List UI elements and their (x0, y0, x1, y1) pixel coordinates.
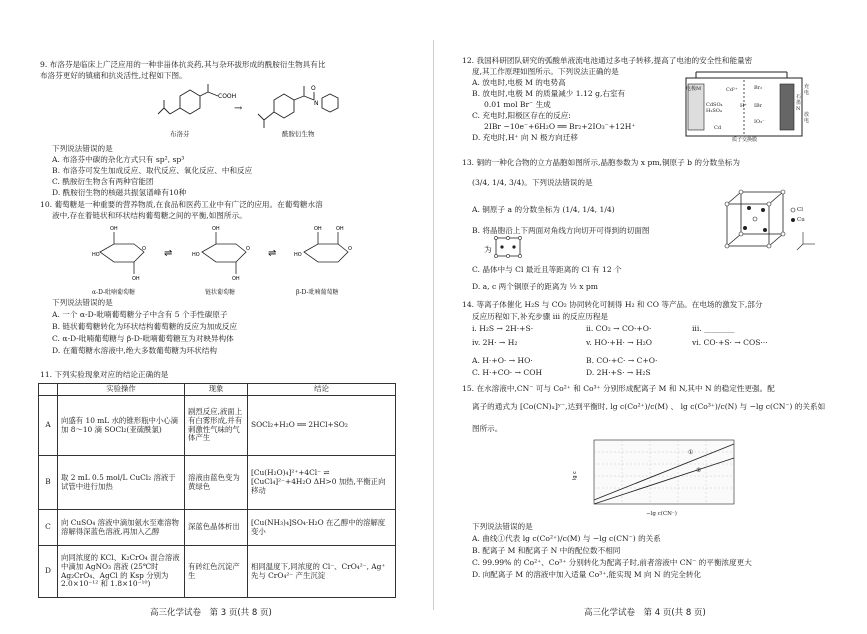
svg-text:OH: OH (132, 276, 140, 282)
q15-x-axis-label: −lg c(CN⁻) (646, 511, 677, 517)
row-conclusion: SOCl₂+H₂O ══ 2HCl+SO₂ (248, 396, 396, 456)
q10-text-2: 液中,存在着链状和环状结构葡萄糖之间的平衡,如图所示。 (52, 211, 247, 220)
svg-text:lg c: lg c (572, 471, 578, 480)
q14-step-6: vi. CO·+S· → COS··· (692, 338, 768, 347)
row-operation: 向同浓度的 KCl、K₂CrO₄ 混合溶液中滴加 AgNO₃ 溶液 (25℃时 Ag₂CrO₄、AgCl 的 Ksp 分别为 2.0×10⁻¹² 和 1.8×10⁻¹⁰) (58, 546, 185, 598)
q13-option-d: D. a, c 两个铜原子的距离为 ½ x pm (472, 282, 598, 291)
row-operation: 取 2 mL 0.5 mol/L CuCl₂ 溶液于试管中进行加热 (58, 456, 185, 510)
q14-step-1: i. H₂S → 2H·+S· (472, 324, 534, 333)
q15-option-b: B. 配离子 M 和配离子 N 中的配位数不相同 (472, 546, 621, 555)
row-operation: 向盛有 10 mL 水的锥形瓶中小心滴加 8～10 滴 SOCl₂(亚硫酰氯) (58, 396, 185, 456)
amide-caption: 酰胺衍生物 (282, 130, 315, 138)
svg-text:⇌: ⇌ (164, 248, 173, 259)
table-row (39, 546, 396, 598)
glucose-alpha-caption: α-D-吡喃葡萄糖 (92, 289, 136, 296)
svg-text:O: O (142, 246, 146, 252)
cut-section-figure (494, 236, 522, 258)
q14-option-d: D. 2H·+S· → H₂S (586, 368, 651, 377)
q15-option-d: D. 向配离子 M 的溶液中加入适量 Co³⁺,能实现 M 向 N 的完全转化 (472, 570, 702, 579)
q12-option-d: D. 充电时,H⁺ 向 N 极方向迁移 (472, 133, 578, 142)
q11-header-conclusion: 结论 (248, 384, 396, 396)
q11-header-operation: 实验操作 (58, 384, 185, 396)
q12-option-b: B. 放电时,电极 M 的质量减少 1.12 g,右室有 (472, 89, 626, 98)
right-page (434, 0, 867, 634)
row-phenomenon: 剧烈反应,液面上有白雾形成,并有刺激性气味的气体产生 (185, 396, 248, 456)
right-page-footer: 高三化学试卷 第 4 页(共 8 页) (584, 608, 706, 618)
cd2-label: Cd²⁺ (726, 87, 738, 93)
cdso4-label: CdSO₄ H₂SO₄ (706, 102, 723, 114)
q13-text-2: (3/4, 1/4, 3/4)。下列说法错误的是 (472, 178, 593, 187)
q9-text-1: 9. 布洛芬是临床上广泛应用的一种非甾体抗炎药,其与杂环拔形成的酰胺衍生物具有比 (40, 60, 326, 69)
electrode-m-label: 电极M (686, 86, 702, 92)
q10-option-d: D. 在葡萄糖水溶液中,绝大多数葡萄糖为环状结构 (52, 346, 217, 355)
q11-header-key (39, 384, 58, 396)
table-row (39, 510, 396, 546)
q10-option-b: B. 链状葡萄糖转化为环状结构葡萄糖的反应为加成反应 (52, 322, 238, 331)
q14-option-c: C. H·+CO· → COH (472, 368, 543, 377)
q15-graph (570, 436, 740, 516)
membrane-label: 质子交换膜 (732, 137, 758, 143)
row-conclusion: 相同温度下,同浓度的 Cl⁻、CrO₄²⁻, Ag⁺ 先与 CrO₄²⁻ 产生沉淀 (248, 546, 396, 598)
row-phenomenon: 溶液由蓝色变为黄绿色 (185, 456, 248, 510)
q11-text: 11. 下列实验现象对应的结论正确的是 (40, 370, 169, 379)
legend-cu: Cu (797, 217, 805, 223)
q9-option-d: D. 酰胺衍生物的核磁共振氢谱峰有10种 (52, 188, 187, 197)
q14-option-a: A. H·+O· → HO· (472, 356, 533, 365)
q12-option-b-cont: 0.01 mol Br⁻ 生成 (484, 100, 551, 109)
q14-step-4: iv. 2H· → H₂ (472, 338, 518, 347)
q14-text-2: 反应历程如下,补充步骤 iii 的反应历程是 (472, 312, 609, 321)
q10-option-c: C. α-D-吡喃葡萄糖与 β-D-吡喃葡萄糖互为对映异构体 (52, 334, 234, 343)
q13-option-b: B. 将晶胞沿上下两面对角线方向切开可得到的切面图 (472, 226, 650, 235)
table-row (39, 456, 396, 510)
row-key: C (39, 510, 58, 546)
q14-text-1: 14. 等离子体催化 H₂S 与 CO₂ 协同转化可制得 H₂ 和 CO 等产品。在电场的激发下,部分 (462, 300, 763, 309)
graphite-n-label: 石墨N (796, 94, 802, 112)
battery-cell-graphic (684, 72, 814, 142)
h-ion-label: H⁺ (740, 103, 747, 109)
q14-step-2: ii. CO₂ → CO·+O· (586, 324, 652, 333)
q15-stem: 下列说法错误的是 (472, 522, 533, 531)
q13-option-a: A. 铜原子 a 的分数坐标为 (1/4, 1/4, 1/4) (472, 205, 615, 214)
legend-cl: Cl (797, 207, 803, 213)
q12-option-c-cont: 2IBr −10e⁻+6H₂O ══ Br₂+2IO₃⁻+12H⁺ (484, 122, 636, 131)
amide-derivative-structure (250, 78, 360, 138)
q12-text-1: 12. 我国科研团队研究的弧酸单液流电池通过多电子转移,提高了电池的安全性和能量密 (462, 56, 753, 65)
q15-text-3: 图所示。 (472, 424, 503, 433)
io3-label: IO₃⁻ (754, 119, 765, 125)
svg-text:O: O (246, 246, 250, 252)
table-row (39, 396, 396, 456)
q14-step-3: iii. ________ (692, 324, 735, 333)
glucose-chain-caption: 链状葡萄糖 (205, 289, 236, 296)
ibuprofen-structure (150, 82, 237, 130)
q10-stem: 下列说法错误的是 (52, 298, 113, 307)
curve-2-label: ② (696, 467, 702, 474)
q13-option-b-cont: 为 (484, 245, 492, 254)
q14-option-b: B. CO·+C· → C+O· (586, 356, 658, 365)
q15-option-a: A. 曲线①代表 lg c(Co²⁺)/c(M) 与 −lg c(CN⁻) 的关系 (472, 534, 661, 543)
row-key: B (39, 456, 58, 510)
svg-text:OH: OH (232, 276, 240, 282)
row-phenomenon: 深蓝色晶体析出 (185, 510, 248, 546)
ibr-label: IBr (754, 103, 763, 109)
ibuprofen-caption: 布洛芬 (170, 130, 190, 138)
glucose-equilibrium-structures (92, 222, 392, 288)
q15-option-c: C. 99.99% 的 Co²⁺、Co³⁺ 分别转化为配离子时,前者溶液中 CN⁻ 的平衡浓度更大 (472, 558, 752, 567)
svg-text:OH: OH (110, 226, 118, 232)
svg-text:HO: HO (92, 252, 100, 258)
q13-option-c: C. 晶体中与 Cl 最近且等距离的 Cl 有 12 个 (472, 265, 622, 274)
q14-step-5: v. HO·+H· → H₂O (586, 338, 652, 347)
q15-text-2: 离子的通式为 [Co(CN)ₓ]ʸ⁻,达到平衡时, lg c(Co²⁺)/c(M) 、 lg c(Co³⁺)/c(N) 与 −lg c(CN⁻) 的关系如 (472, 402, 826, 411)
charge-label: 充电 (804, 84, 810, 96)
left-page-footer: 高三化学试卷 第 3 页(共 8 页) (150, 608, 272, 618)
cd-label: Cd (714, 125, 722, 131)
svg-text:OH: OH (212, 226, 220, 232)
q10-option-a: A. 一个 α-D-吡喃葡萄糖分子中含有 5 个手性碳原子 (52, 310, 228, 319)
flow-battery-diagram (684, 72, 814, 142)
q11-header-row (39, 384, 396, 396)
curve-1-label: ① (688, 449, 694, 456)
q9-option-a: A. 布洛芬中碳的杂化方式只有 sp², sp³ (52, 155, 185, 164)
q9-text-2: 布洛芬更好的镇痛和抗炎活性,过程如下图。 (40, 71, 187, 80)
q11-header-phenomenon: 现象 (185, 384, 248, 396)
row-operation: 向 CuSO₄ 溶液中滴加氨水至难溶物溶解得深蓝色溶液,再加入乙醇 (58, 510, 185, 546)
q11-table (38, 383, 396, 598)
row-key: A (39, 396, 58, 456)
svg-text:HO: HO (294, 252, 302, 258)
row-key: D (39, 546, 58, 598)
q9-option-b: B. 布洛芬可发生加成反应、取代反应、氧化反应、中和反应 (52, 166, 253, 175)
svg-text:OH: OH (336, 226, 344, 232)
reaction-arrow: → (234, 103, 243, 114)
svg-text:OH: OH (314, 226, 322, 232)
q13-text-1: 13. 铜的一种化合物的立方晶胞如图所示,晶胞参数为 x pm,铜原子 b 的分数坐标为 (462, 158, 740, 167)
br2-label: Br₂ (754, 85, 763, 91)
discharge-label: 放电 (804, 112, 810, 124)
q12-option-c: C. 充电时,阳极区存在的反应: (472, 111, 571, 120)
svg-text:N: N (314, 100, 319, 107)
svg-text:O: O (348, 246, 352, 252)
svg-text:COOH: COOH (218, 93, 237, 100)
svg-text:HO: HO (192, 252, 200, 258)
q10-text-1: 10. 葡萄糖是一种重要的营养物质,在食品和医药工业中有广泛的应用。在葡萄糖水溶 (40, 200, 323, 209)
svg-text:⇌: ⇌ (268, 248, 277, 259)
q12-text-2: 度,其工作原理如图所示。下列说法正确的是 (472, 67, 619, 76)
q15-text-1: 15. 在水溶液中,CN⁻ 可与 Co²⁺ 和 Co³⁺ 分别形成配离子 M 和 N,其中 N 的稳定性更强。配 (462, 384, 775, 393)
q9-stem: 下列说法错误的是 (52, 144, 113, 153)
svg-text:O: O (311, 85, 316, 92)
q9-option-c: C. 酰胺衍生物含有两种官能团 (52, 177, 154, 186)
row-conclusion: [Cu(H₂O)₄]²⁺+4Cl⁻ ⇌ [CuCl₄]²⁻+4H₂O ΔH>0 加热,平衡正向移动 (248, 456, 396, 510)
row-phenomenon: 有砖红色沉淀产生 (185, 546, 248, 598)
glucose-beta-caption: β-D-吡喃葡萄糖 (296, 289, 339, 296)
row-conclusion: [Cu(NH₃)₄]SO₄·H₂O 在乙醇中的溶解度变小 (248, 510, 396, 546)
q12-option-a: A. 放电时,电极 M 的电势高 (472, 78, 566, 87)
